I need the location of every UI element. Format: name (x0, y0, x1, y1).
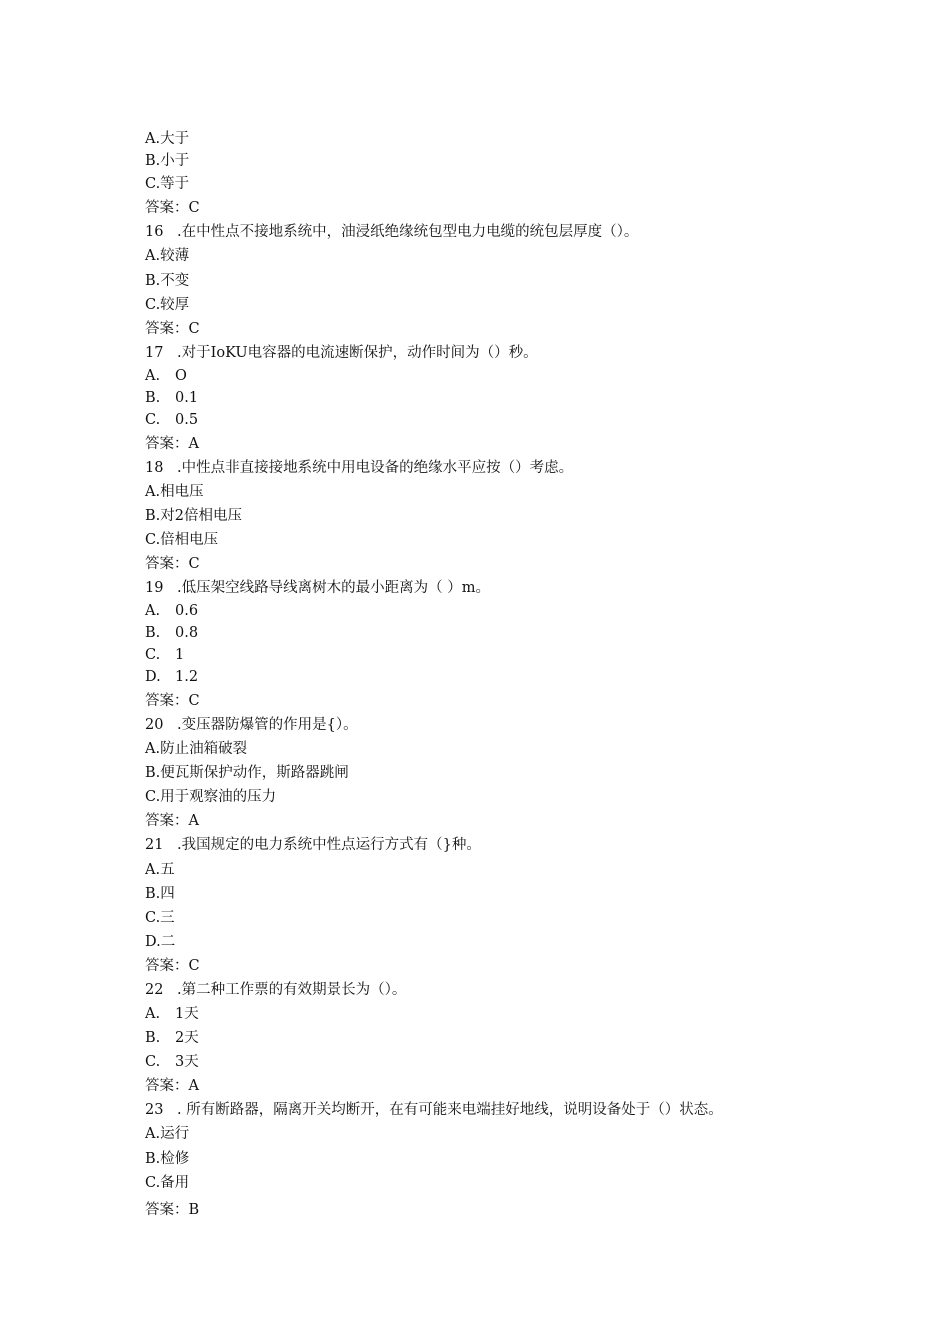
question-text: . 所有断路器，隔离开关均断开，在有可能来电端挂好地线，说明设备处于（）状态。 (177, 1102, 723, 1118)
option-line: A.相电压 (145, 484, 204, 500)
option-line (145, 1051, 199, 1073)
option-line: C.三 (145, 910, 175, 926)
option-value: 1 (175, 647, 185, 663)
option-value: 3天 (175, 1054, 199, 1070)
question-line (145, 457, 573, 479)
option-line: B.四 (145, 886, 175, 902)
option-key: A. (145, 603, 161, 619)
question-number: 23 (145, 1102, 164, 1118)
question-line (145, 342, 538, 364)
option-value: 1.2 (175, 669, 199, 685)
option-line (145, 600, 198, 622)
question-text: .中性点非直接接地系统中用电设备的绝缘水平应按（）考虑。 (177, 460, 574, 476)
question-line (145, 979, 406, 1001)
option-line: A.较薄 (145, 248, 190, 264)
option-key: B. (145, 625, 161, 641)
option-line: D.二 (145, 934, 176, 950)
option-value: 1天 (175, 1006, 199, 1022)
question-text: .对于IoKU电容器的电流速断保护，动作时间为（）秒。 (177, 345, 538, 361)
option-line: C.倍相电压 (145, 532, 219, 548)
option-line: B.检修 (145, 1151, 190, 1167)
option-key: D. (145, 669, 161, 685)
option-line: A.防止油箱破裂 (145, 741, 248, 757)
question-line (145, 221, 638, 243)
option-line (145, 1027, 199, 1049)
option-line (145, 365, 187, 387)
question-number: 16 (145, 224, 164, 240)
option-value: 2天 (175, 1030, 199, 1046)
option-key: C. (145, 1054, 161, 1070)
option-line: C.备用 (145, 1175, 190, 1191)
answer-line: 答案：A (145, 436, 199, 452)
option-value: 0.8 (175, 625, 199, 641)
option-key: B. (145, 1030, 161, 1046)
option-key: C. (145, 647, 161, 663)
option-value: 0.1 (175, 390, 199, 406)
question-line (145, 834, 481, 856)
answer-line: 答案：C (145, 958, 200, 974)
option-value: O (175, 368, 187, 384)
question-line (145, 577, 490, 599)
question-number: 18 (145, 460, 164, 476)
option-line: B.不变 (145, 273, 190, 289)
question-text: .在中性点不接地系统中，油浸纸绝缘统包型电力电缆的统包层厚度（）。 (177, 224, 639, 240)
answer-line: 答案：C (145, 200, 200, 216)
question-number: 19 (145, 580, 164, 596)
question-number: 17 (145, 345, 164, 361)
option-line (145, 1003, 199, 1025)
answer-line: 答案：B (145, 1202, 200, 1218)
option-line: C.用于观察油的压力 (145, 789, 277, 805)
answer-line: 答案：C (145, 556, 200, 572)
answer-line: 答案：A (145, 1078, 199, 1094)
question-text: .低压架空线路导线离树木的最小距离为（ ）m。 (177, 580, 490, 596)
question-line (145, 714, 358, 736)
option-line: B.便瓦斯保护动作，斯路器跳闸 (145, 765, 349, 781)
answer-line: 答案：C (145, 693, 200, 709)
question-number: 22 (145, 982, 164, 998)
option-value: 0.5 (175, 412, 199, 428)
question-number: 20 (145, 717, 164, 733)
option-line: A.大于 (145, 131, 190, 147)
option-line (145, 409, 198, 431)
question-text: .第二种工作票的有效期景长为（）。 (177, 982, 407, 998)
option-line: A.五 (145, 862, 175, 878)
question-line (145, 1099, 723, 1121)
option-line: A.运行 (145, 1126, 190, 1142)
answer-line: 答案：C (145, 321, 200, 337)
option-key: A. (145, 1006, 161, 1022)
option-line (145, 666, 198, 688)
answer-line: 答案：A (145, 813, 199, 829)
option-line: B.小于 (145, 153, 190, 169)
option-key: C. (145, 412, 161, 428)
option-line (145, 644, 184, 666)
question-text: .我国规定的电力系统中性点运行方式有（}种。 (177, 837, 481, 853)
option-key: A. (145, 368, 161, 384)
question-number: 21 (145, 837, 164, 853)
question-text: .变压器防爆管的作用是{）。 (177, 717, 358, 733)
option-line: B.对2倍相电压 (145, 508, 242, 524)
option-line: C.等于 (145, 176, 190, 192)
option-value: 0.6 (175, 603, 199, 619)
option-line (145, 622, 198, 644)
option-line: C.较厚 (145, 297, 190, 313)
option-line (145, 387, 198, 409)
option-key: B. (145, 390, 161, 406)
